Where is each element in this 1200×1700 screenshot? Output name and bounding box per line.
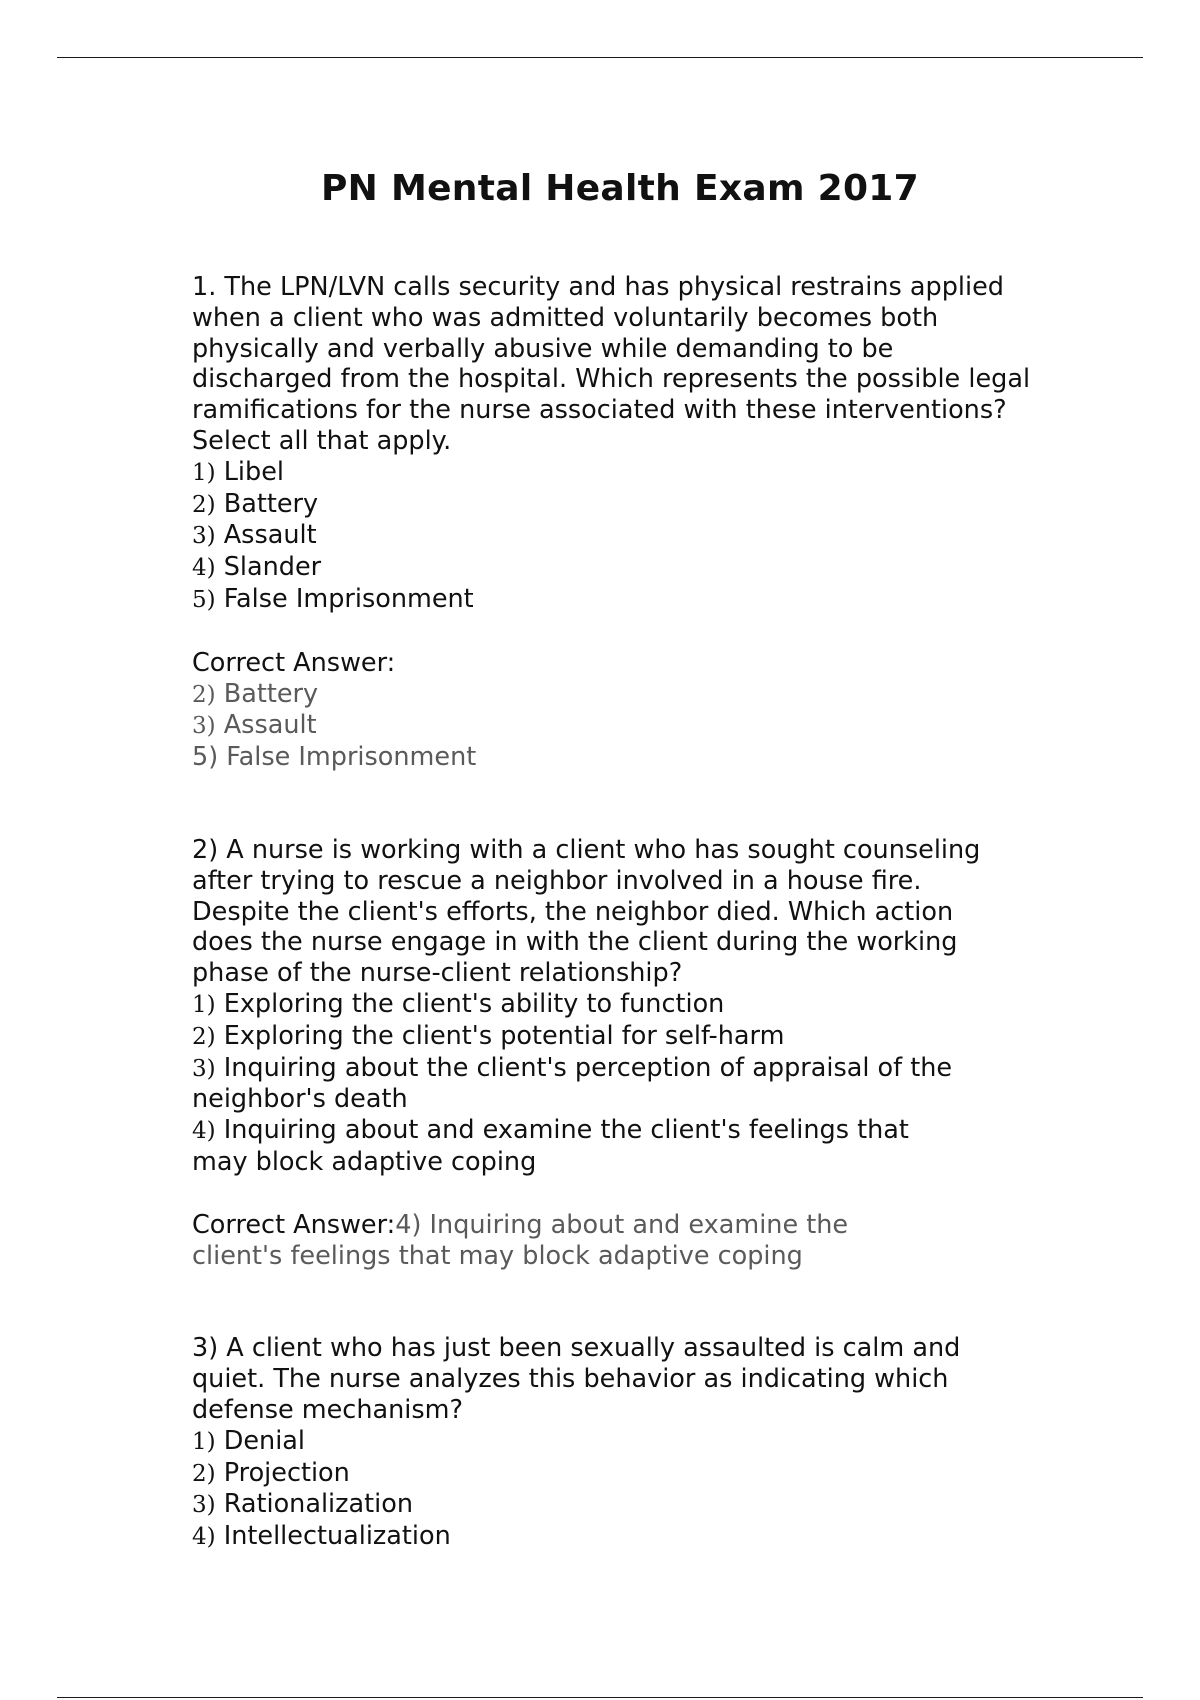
option-number: 1) xyxy=(192,1428,216,1455)
option-number: 3) xyxy=(192,1055,216,1082)
option-item xyxy=(192,1115,922,1178)
option-text: Rationalization xyxy=(215,1489,413,1520)
question-stem: 3) A client who has just been sexually assaulted is calm and quiet. The nurse analyzes this behavior as indicating which defense mechanism? xyxy=(192,1333,961,1425)
option-item xyxy=(192,1458,1042,1490)
option-number: 3) xyxy=(192,523,216,550)
option-text: Denial xyxy=(215,1425,305,1456)
option-text: Intellectualization xyxy=(215,1521,451,1552)
option-number: 4) xyxy=(192,1118,216,1145)
option-text: Battery xyxy=(215,488,319,519)
option-number: 2) xyxy=(192,681,216,708)
option-text: Assault xyxy=(215,710,317,741)
option-item xyxy=(192,1489,1042,1521)
option-number: 2) xyxy=(192,1460,216,1487)
option-number: 1) xyxy=(192,991,216,1018)
option-number: 3) xyxy=(192,1492,216,1519)
option-text: Inquiring about and examine the client's feelings that may block adaptive coping xyxy=(192,1115,909,1177)
option-text: Exploring the client's ability to function xyxy=(215,988,725,1019)
document-title: PN Mental Health Exam 2017 xyxy=(321,168,919,209)
option-text: Libel xyxy=(215,456,284,487)
option-number: 1) xyxy=(192,459,216,486)
option-item xyxy=(192,457,1042,489)
question-2 xyxy=(192,835,1042,1271)
option-item xyxy=(192,489,1042,521)
option-text: Inquiring about the client's perception of appraisal of the neighbor's death xyxy=(192,1052,953,1115)
option-number: 5) xyxy=(192,586,216,613)
option-number: 4) xyxy=(192,1524,216,1551)
question-stem: 1. The LPN/LVN calls security and has physical restrains applied when a client who was admitted voluntarily becomes both physically and verbally abusive while demanding to be discharged from the hospital. Which represents the possible legal ramifications for the nurse associated with these interventions? Select all that apply. xyxy=(192,272,1031,456)
option-number: 4) xyxy=(192,555,216,582)
option-text: 5) False Imprisonment xyxy=(192,742,477,773)
option-text: Slander xyxy=(215,552,322,583)
option-number: 2) xyxy=(192,491,216,518)
option-text: Battery xyxy=(215,678,319,709)
correct-answer-text: 4) Inquiring about and examine the client's feelings that may block adaptive coping xyxy=(192,1209,849,1271)
exam-content xyxy=(192,272,1042,1553)
option-text: Assault xyxy=(215,520,317,551)
correct-answer-item xyxy=(192,742,1042,773)
option-text: False Imprisonment xyxy=(215,583,474,614)
correct-answer xyxy=(192,1210,932,1272)
top-rule xyxy=(57,57,1143,58)
correct-answer-item xyxy=(192,679,1042,711)
question-stem: 2) A nurse is working with a client who has sought counseling after trying to rescue a neighbor involved in a house fire. Despite the client's efforts, the neighbor died. Which action does the nurse engage in with the client during the working phase of the nurse-client relationship? xyxy=(192,834,981,989)
option-item xyxy=(192,989,1042,1021)
option-number: 3) xyxy=(192,713,216,740)
correct-answer-label: Correct Answer: xyxy=(192,647,396,678)
option-item xyxy=(192,552,1042,584)
correct-answer-item xyxy=(192,710,1042,742)
option-number: 2) xyxy=(192,1023,216,1050)
question-1 xyxy=(192,272,1042,773)
option-item xyxy=(192,520,1042,552)
option-text: Exploring the client's potential for self-harm xyxy=(215,1020,785,1051)
option-item xyxy=(192,1053,982,1116)
option-text: Projection xyxy=(215,1457,350,1488)
question-3 xyxy=(192,1333,1042,1553)
option-item xyxy=(192,1521,1042,1553)
bottom-rule xyxy=(57,1697,1143,1698)
correct-answer-label: Correct Answer: xyxy=(192,1209,396,1240)
option-item xyxy=(192,584,1042,616)
option-item xyxy=(192,1021,1042,1053)
option-item xyxy=(192,1426,1042,1458)
